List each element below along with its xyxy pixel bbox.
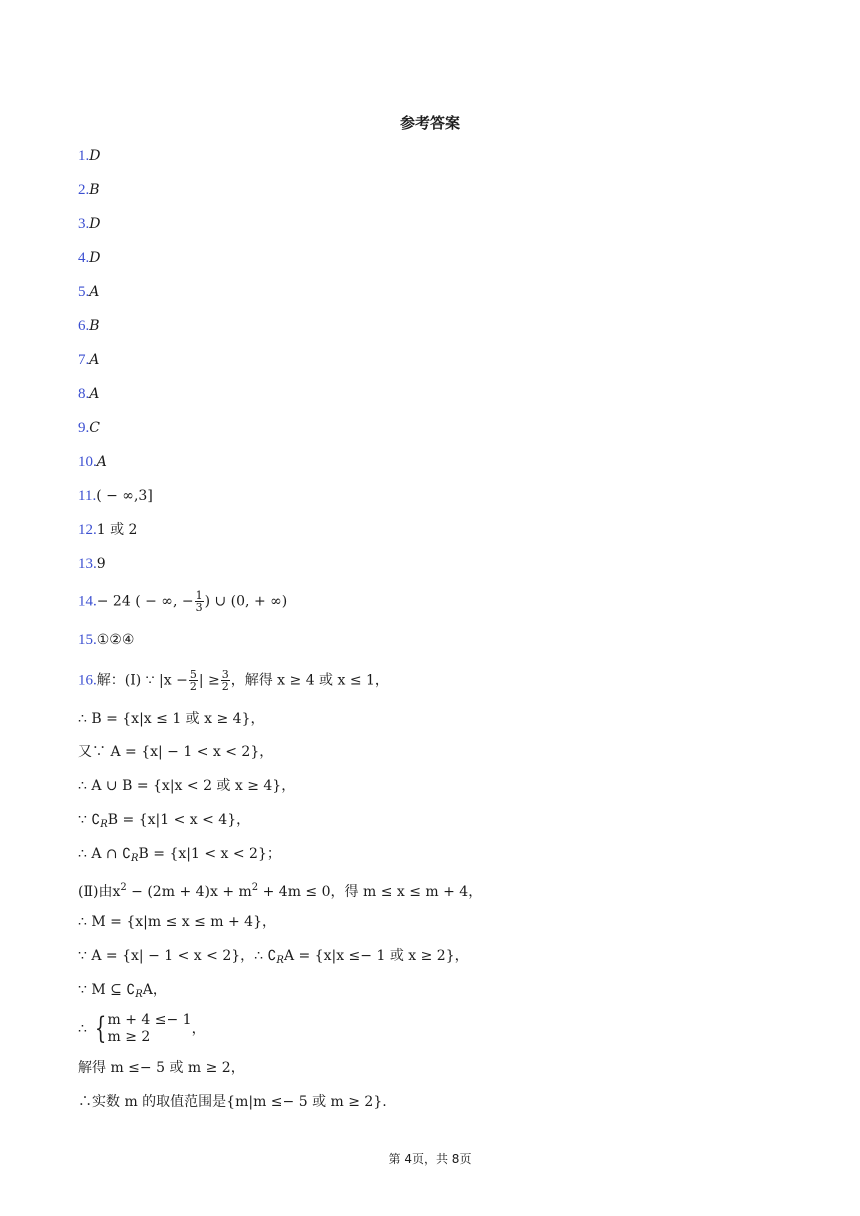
answer-number: 16. (78, 672, 97, 689)
answer-number: 7. (78, 352, 90, 368)
answer-value: B (89, 182, 100, 198)
answer-item (78, 180, 100, 200)
answer-item (78, 452, 107, 472)
answer-value: D (89, 148, 101, 164)
solution-16-line-5: ∵ $∁_RB = \{x|1 < x < 4\}$， (78, 812, 251, 830)
answer-value: A (89, 284, 100, 300)
answer-item (78, 214, 100, 234)
answer-15: 15.①②④ (78, 632, 135, 648)
solution-16-line-2: ∴ B = {x|x ≤ 1 或 x ≥ 4}， (78, 711, 265, 727)
fraction: $\frac{5}{2}$ (189, 668, 197, 693)
answer-value: B (89, 318, 100, 334)
answer-number: 14. (78, 593, 97, 610)
solution-16-line-11: ∴ { m + 4 ≤− 1 m ≥ 2 ， (78, 1011, 206, 1046)
solution-16-line-13: ∴实数 m 的取值范围是{m|m ≤− 5 或 m ≥ 2}. (78, 1094, 387, 1110)
solution-16-line-1: 16.解：(Ⅰ) ∵ |x − $\frac{5}{2}$ | ≥ $\frac{3}{2}$ ，解得 x ≥ 4 或 x ≤ 1， (78, 668, 389, 693)
answer-value: D (89, 250, 101, 266)
solution-16-line-4: ∴ A ∪ B = {x|x < 2 或 x ≥ 4}， (78, 778, 296, 794)
answer-number: 10. (78, 454, 97, 470)
answer-number: 11. (78, 488, 97, 504)
answer-number: 1. (78, 148, 90, 164)
answer-item (78, 520, 137, 540)
answer-number: 13. (78, 556, 97, 572)
answer-number: 6. (78, 318, 90, 334)
equation-system: { m + 4 ≤− 1 m ≥ 2 (95, 1011, 192, 1046)
answer-value: D (89, 216, 101, 232)
page-title: 参考答案 (399, 114, 460, 132)
fraction: $\frac{1}{3}$ (195, 589, 203, 614)
answer-item (78, 350, 99, 370)
solution-16-line-9: ∵ A = {x| − 1 < x < 2}，∴ $∁_RA = \{x|x \le- 1$ 或 x ≥ 2}， (78, 948, 469, 966)
answer-value: ( − ∞,3] (96, 488, 153, 504)
fraction: $\frac{3}{2}$ (221, 668, 229, 693)
solution-16-line-8: ∴ M = {x|m ≤ x ≤ m + 4}， (78, 914, 276, 930)
answer-value: A (96, 454, 107, 470)
answer-item (78, 146, 100, 166)
answer-item (78, 486, 153, 506)
page-footer: 第 4页，共 8页 (388, 1152, 472, 1166)
answer-number: 12. (78, 522, 97, 538)
answer-item (78, 418, 100, 438)
answer-number: 4. (78, 250, 90, 266)
solution-16-line-6: ∴ A ∩ $∁_RB = \{x|1 < x < 2\}$； (78, 846, 281, 864)
answer-item (78, 282, 99, 302)
answer-item (78, 554, 106, 574)
answer-item (78, 248, 100, 268)
answer-number: 5. (78, 284, 90, 300)
answer-value: C (89, 420, 100, 436)
answer-item (78, 316, 100, 336)
solution-16-line-10: ∵ M ⊆ $∁_RA$， (78, 982, 167, 1000)
solution-16-line-12: 解得 m ≤− 5 或 m ≥ 2， (78, 1060, 245, 1076)
answer-value: 1 或 2 (96, 522, 138, 538)
answer-number: 3. (78, 216, 90, 232)
solution-16-line-3: 又∵ A = {x| − 1 < x < 2}， (78, 744, 274, 760)
answer-number: 15. (78, 632, 97, 648)
answer-value: A (89, 352, 100, 368)
answer-value: 9 (96, 556, 106, 572)
solution-16-line-7: (Ⅱ)由$x^2 - (2m + 4)x + m^2 + 4m \le 0$，得 m ≤ x ≤ m + 4， (78, 882, 483, 900)
answer-number: 9. (78, 420, 90, 436)
answer-item (78, 384, 99, 404)
answer-number: 2. (78, 182, 90, 198)
brace-icon: { (95, 1011, 107, 1046)
answer-value: A (89, 386, 100, 402)
answer-14: 14.− 24 ( − ∞, − $\frac{1}{3}$ ) ∪ (0, + ∞) (78, 589, 288, 614)
answer-number: 8. (78, 386, 90, 402)
